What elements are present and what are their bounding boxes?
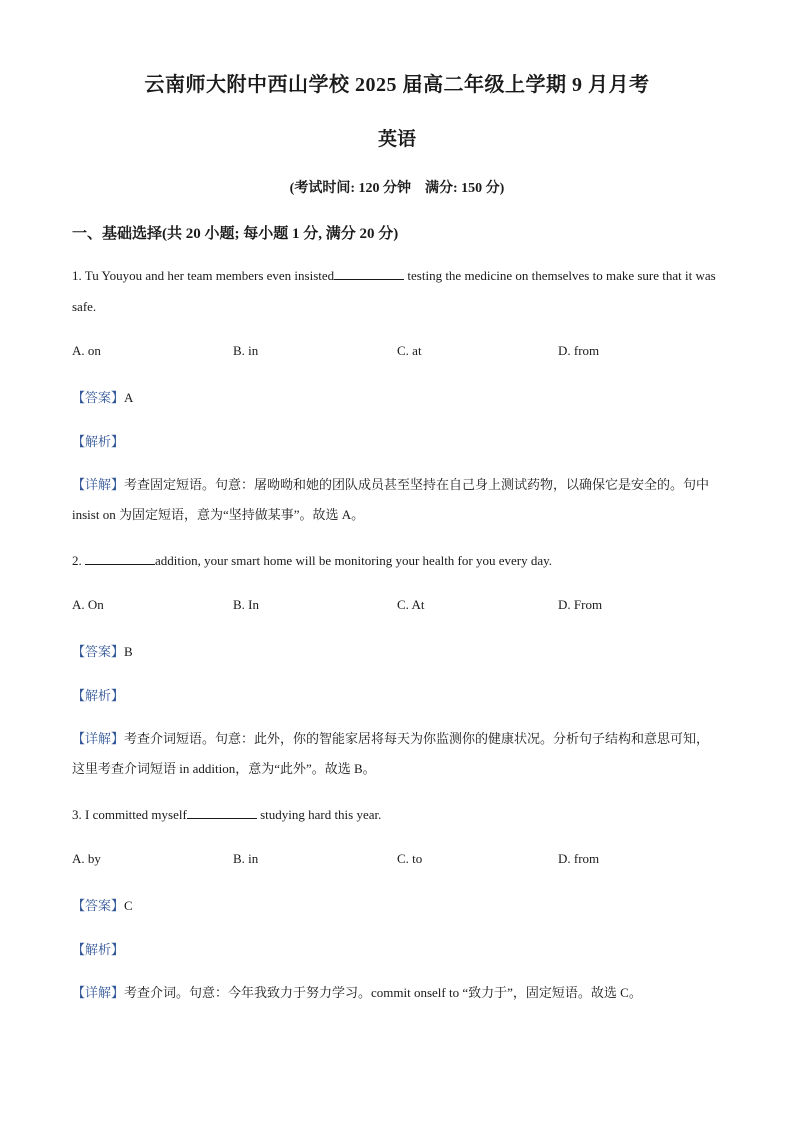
question-1-answer-value: A (124, 390, 134, 405)
question-3-options (72, 851, 722, 871)
question-1-answer (72, 387, 133, 406)
exam-info: (考试时间: 120 分钟 满分: 150 分) (289, 181, 505, 196)
question-3-option-a: A. by (72, 851, 101, 866)
question-1-stem-after: testing the medicine on themselves to make sure that it was safe. (72, 268, 716, 314)
question-2-option-c: C. At (397, 597, 425, 612)
analysis-tag: 【解析】 (72, 688, 125, 703)
question-1-option-d: D. from (558, 343, 600, 358)
question-2-blank (85, 552, 155, 565)
question-2-detail (72, 724, 720, 784)
question-2-option-d: D. From (558, 597, 603, 612)
detail-tag: 【详解】 (72, 477, 125, 492)
question-1-detail (72, 470, 720, 530)
question-1-analysis (72, 431, 124, 450)
question-2-options (72, 597, 722, 617)
question-3-stem-after: studying hard this year. (256, 807, 382, 822)
analysis-tag: 【解析】 (72, 942, 125, 957)
detail-tag: 【详解】 (72, 731, 125, 746)
question-3-blank (187, 806, 257, 819)
question-3-option-b: B. in (233, 851, 259, 866)
exam-title: 云南师大附中西山学校 2025 届高二年级上学期 9 月月考 (144, 74, 650, 96)
analysis-tag: 【解析】 (72, 434, 125, 449)
question-2-stem-after: addition, your smart home will be monitoring your health for you every day. (155, 553, 553, 568)
question-3-answer (72, 895, 133, 914)
question-3-answer-value: C (124, 898, 133, 913)
question-3-option-c: C. to (397, 851, 423, 866)
question-1-blank (334, 267, 404, 280)
question-3-option-d: D. from (558, 851, 600, 866)
question-2-stem (72, 545, 722, 576)
question-3-detail (72, 978, 720, 1008)
question-3-detail-text: 考查介词。句意：今年我致力于努力学习。commit onself to “致力于”，固定短语。故选 C。 (124, 985, 642, 1000)
answer-tag: 【答案】 (72, 898, 125, 913)
question-1-option-c: C. at (397, 343, 422, 358)
section-heading: 一、基础选择(共 20 小题; 每小题 1 分, 满分 20 分) (72, 226, 399, 242)
question-2-option-a: A. On (72, 597, 104, 612)
question-2-option-b: B. In (233, 597, 259, 612)
question-3-stem-before: 3. I committed myself (72, 807, 187, 822)
question-1-stem-before: 1. Tu Youyou and her team members even insisted (72, 268, 335, 283)
question-2-analysis (72, 685, 124, 704)
answer-tag: 【答案】 (72, 390, 125, 405)
subject-title: 英语 (377, 129, 416, 150)
question-1-stem (72, 260, 722, 322)
question-2-stem-before: 2. (72, 553, 85, 568)
question-2-detail-text: 考查介词短语。句意：此外，你的智能家居将每天为你监测你的健康状况。分析句子结构和意思可知，这里考查介词短语 in addition，意为“此外”。故选 B。 (72, 731, 710, 776)
question-1-option-a: A. on (72, 343, 101, 358)
question-2-answer (72, 641, 133, 660)
question-3-analysis (72, 939, 124, 958)
question-1-detail-text: 考查固定短语。句意：屠呦呦和她的团队成员甚至坚持在自己身上测试药物，以确保它是安全的。句中 insist on 为固定短语，意为“坚持做某事”。故选 A。 (72, 477, 710, 522)
question-1-option-b: B. in (233, 343, 259, 358)
question-1-options (72, 343, 722, 363)
question-3-stem (72, 799, 722, 830)
question-2-answer-value: B (124, 644, 133, 659)
detail-tag: 【详解】 (72, 985, 125, 1000)
answer-tag: 【答案】 (72, 644, 125, 659)
